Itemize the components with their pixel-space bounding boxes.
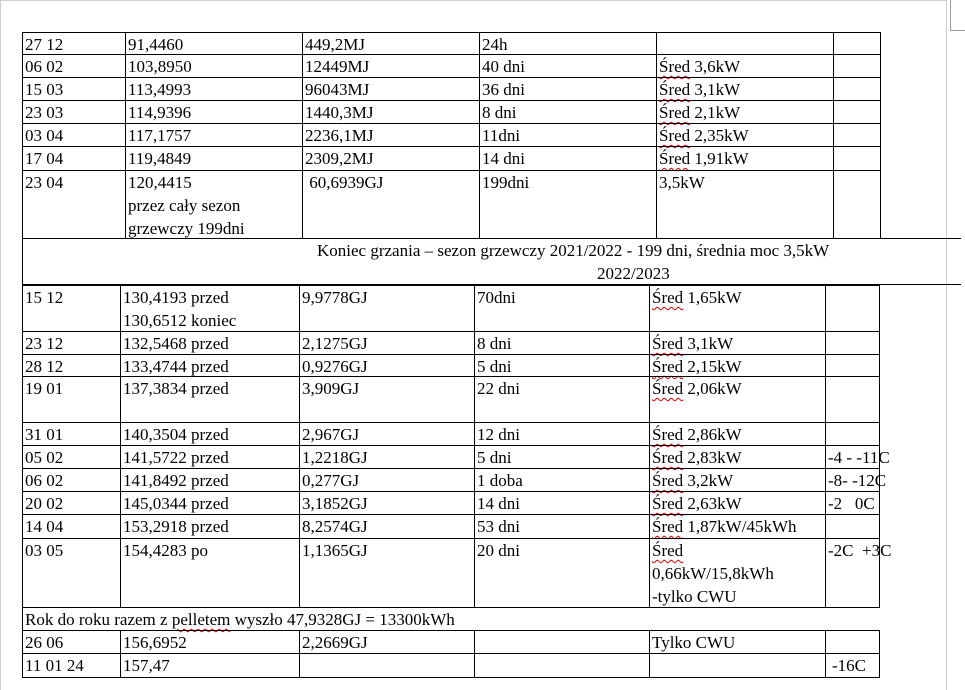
- t2-r6-temp: -4 - -11C: [825, 445, 880, 469]
- t2-r5-duration: 12 dni: [474, 422, 650, 446]
- t1-r3-extra: [833, 77, 881, 101]
- t1-r4-duration: 8 dni: [479, 100, 657, 124]
- t2-r5-energy: 2,967GJ: [299, 422, 475, 446]
- t2-r10-duration: 20 dni: [474, 538, 650, 608]
- t1-r6-date: 17 04: [22, 146, 126, 171]
- t2-r10-power-line2: 0,66kW/15,8kWh: [652, 564, 774, 583]
- t2-r10-temp: -2C +3C: [825, 538, 880, 608]
- t2-after1-temp: [825, 630, 880, 654]
- t1-r6-energy: 2309,2MJ: [302, 146, 480, 171]
- t2-after1-date: 26 06: [22, 630, 121, 654]
- t1-r6-power-word: Śred: [659, 149, 691, 168]
- t2-after2-energy: [299, 653, 475, 678]
- t2-r10-date: 03 05: [22, 538, 121, 608]
- t2-r1-date: 15 12: [22, 285, 121, 332]
- t2-after1-reading: 156,6952: [120, 630, 300, 654]
- t1-r5-extra: [833, 123, 881, 147]
- t1-r4-power-word: Śred: [659, 103, 691, 122]
- t2-r9-temp: [825, 514, 880, 539]
- t1-r4-extra: [833, 100, 881, 124]
- t1-r2-power: [656, 54, 834, 78]
- t2-r4-power: [649, 376, 826, 423]
- page-edge-left: [0, 0, 1, 690]
- t1-r5-energy: 2236,1MJ: [302, 123, 480, 147]
- t1-r5-date: 03 04: [22, 123, 126, 147]
- t1-r1-energy: 449,2MJ: [302, 32, 480, 55]
- t2-r7-duration: 1 doba: [474, 468, 650, 492]
- t2-r8-duration: 14 dni: [474, 491, 650, 515]
- t2-r7-energy: 0,277GJ: [299, 468, 475, 492]
- year-summary: [22, 607, 880, 631]
- t1-r6-extra: [833, 146, 881, 171]
- t2-r5-temp: [825, 422, 880, 446]
- season-end-banner: [22, 238, 961, 285]
- t1-r2-energy: 12449MJ: [302, 54, 480, 78]
- t2-after2-power: [649, 653, 826, 678]
- t1-r7-duration: 199dni: [479, 170, 657, 239]
- t2-r3-duration: 5 dni: [474, 354, 650, 377]
- t2-after2-temp: -16C: [825, 653, 880, 678]
- t2-r5-power-word: Śred: [652, 425, 684, 444]
- t2-r2-energy: 2,1275GJ: [299, 331, 475, 355]
- t1-r2-date: 06 02: [22, 54, 126, 78]
- t2-r1-duration: 70dni: [474, 285, 650, 332]
- t2-r5-power-value: 2,86kW: [683, 425, 742, 444]
- t1-r1-reading: 91,4460: [125, 32, 303, 55]
- t1-r2-reading: 103,8950: [125, 54, 303, 78]
- t2-r1-power: [649, 285, 826, 332]
- t1-r4-power: [656, 100, 834, 124]
- t2-r3-power: [649, 354, 826, 377]
- season-end-line1: Koniec grzania – sezon grzewczy 2021/2022 - 199 dni, średnia moc 3,5kW: [317, 241, 830, 260]
- t1-r3-date: 15 03: [22, 77, 126, 101]
- t2-r1-reading: [120, 285, 300, 332]
- t2-r1-power-word: Śred: [652, 288, 684, 307]
- t2-r2-temp: [825, 331, 880, 355]
- t2-r3-date: 28 12: [22, 354, 121, 377]
- t1-r3-power-word: Śred: [659, 80, 691, 99]
- t1-r7-power: 3,5kW: [656, 170, 834, 239]
- t2-r6-energy: 1,2218GJ: [299, 445, 475, 469]
- t2-r10-power-word: Śred: [652, 541, 684, 560]
- t2-r2-power-value: 3,1kW: [683, 334, 734, 353]
- t1-r7-reading-line1: 120,4415: [128, 173, 192, 192]
- t2-after2-reading: 157,47: [120, 653, 300, 678]
- t1-r4-power-value: 2,1kW: [690, 103, 741, 122]
- t1-r5-power: [656, 123, 834, 147]
- t2-r3-energy: 0,9276GJ: [299, 354, 475, 377]
- t2-r9-power-word: Śred: [652, 517, 684, 536]
- t1-r6-duration: 14 dni: [479, 146, 657, 171]
- t1-r3-reading: 113,4993: [125, 77, 303, 101]
- t2-after2-date: 11 01 24: [22, 653, 121, 678]
- t2-r9-duration: 53 dni: [474, 514, 650, 539]
- t2-r3-power-value: 2,15kW: [683, 357, 742, 376]
- t2-r8-power: [649, 491, 826, 515]
- t1-r2-power-word: Śred: [659, 57, 691, 76]
- t2-r5-date: 31 01: [22, 422, 121, 446]
- t1-r4-date: 23 03: [22, 100, 126, 124]
- t2-r4-reading: 137,3834 przed: [120, 376, 300, 423]
- t2-r3-temp: [825, 354, 880, 377]
- t2-r6-power-word: Śred: [652, 448, 684, 467]
- t1-r4-reading: 114,9396: [125, 100, 303, 124]
- t2-r7-date: 06 02: [22, 468, 121, 492]
- t2-r10-power: [649, 538, 826, 608]
- t1-r2-extra: [833, 54, 881, 78]
- t2-after1-duration: [474, 630, 650, 654]
- margin-mark-right: [950, 0, 951, 30]
- t1-r7-reading-line3: grzewczy 199dni: [128, 219, 245, 238]
- t2-r9-energy: 8,2574GJ: [299, 514, 475, 539]
- t1-r3-energy: 96043MJ: [302, 77, 480, 101]
- t2-r10-power-line3: -tylko CWU: [652, 587, 737, 606]
- t1-r5-power-value: 2,35kW: [690, 126, 749, 145]
- t2-r6-date: 05 02: [22, 445, 121, 469]
- t2-r4-temp: [825, 376, 880, 423]
- t2-r4-duration: 22 dni: [474, 376, 650, 423]
- t2-r8-energy: 3,1852GJ: [299, 491, 475, 515]
- t1-r3-power: [656, 77, 834, 101]
- t1-r2-duration: 40 dni: [479, 54, 657, 78]
- year-summary-prefix: Rok do roku razem z: [25, 610, 172, 629]
- t2-r9-power-value: 1,87kW/45kWh: [683, 517, 797, 536]
- t2-r2-date: 23 12: [22, 331, 121, 355]
- t2-r2-power-word: Śred: [652, 334, 684, 353]
- t2-r8-date: 20 02: [22, 491, 121, 515]
- t1-r6-power-value: 1,91kW: [690, 149, 749, 168]
- t2-r2-duration: 8 dni: [474, 331, 650, 355]
- t1-r5-duration: 11dni: [479, 123, 657, 147]
- t2-r9-date: 14 04: [22, 514, 121, 539]
- t2-r9-power: [649, 514, 826, 539]
- t2-r1-temp: [825, 285, 880, 332]
- t1-r7-energy: 60,6939GJ: [302, 170, 480, 239]
- t1-r6-reading: 119,4849: [125, 146, 303, 171]
- t1-r7-extra: [833, 170, 881, 239]
- t1-r3-duration: 36 dni: [479, 77, 657, 101]
- t2-r1-reading-line1: 130,4193 przed: [123, 288, 229, 307]
- t2-r7-temp: -8- -12C: [825, 468, 880, 492]
- t2-r4-date: 19 01: [22, 376, 121, 423]
- t2-r4-energy: 3,909GJ: [299, 376, 475, 423]
- margin-mark-right-tick: [950, 30, 965, 31]
- t2-r4-power-value: 2,06kW: [683, 379, 742, 398]
- t1-r6-power: [656, 146, 834, 171]
- t2-r7-power-word: Śred: [652, 471, 684, 490]
- t2-r6-power-value: 2,83kW: [683, 448, 742, 467]
- year-summary-pellet: pelletem: [171, 610, 231, 629]
- t2-r7-power-value: 3,2kW: [683, 471, 734, 490]
- t2-r6-reading: 141,5722 przed: [120, 445, 300, 469]
- t2-r8-power-value: 2,63kW: [683, 494, 742, 513]
- t2-r3-reading: 133,4744 przed: [120, 354, 300, 377]
- t2-r6-duration: 5 dni: [474, 445, 650, 469]
- year-summary-suffix: wyszło 47,9328GJ = 13300kWh: [230, 610, 455, 629]
- t2-r2-power: [649, 331, 826, 355]
- t2-r5-power: [649, 422, 826, 446]
- t1-r1-extra: [833, 32, 881, 55]
- t2-r6-power: [649, 445, 826, 469]
- t1-r2-power-value: 3,6kW: [690, 57, 741, 76]
- t1-r5-reading: 117,1757: [125, 123, 303, 147]
- season-end-line2: 2022/2023: [597, 264, 670, 283]
- t2-after2-duration: [474, 653, 650, 678]
- t1-r1-power: [656, 32, 834, 55]
- t1-r7-reading-line2: przez cały sezon: [128, 196, 241, 215]
- t2-r3-power-word: Śred: [652, 357, 684, 376]
- t2-r2-reading: 132,5468 przed: [120, 331, 300, 355]
- t1-r3-power-value: 3,1kW: [690, 80, 741, 99]
- page-edge-top: [0, 0, 946, 1]
- t2-r5-reading: 140,3504 przed: [120, 422, 300, 446]
- t2-r8-temp: -2 0C: [825, 491, 880, 515]
- t2-r8-reading: 145,0344 przed: [120, 491, 300, 515]
- t2-r1-energy: 9,9778GJ: [299, 285, 475, 332]
- t2-r1-reading-line2: 130,6512 koniec: [123, 311, 237, 330]
- t2-after1-energy: 2,2669GJ: [299, 630, 475, 654]
- t2-r10-energy: 1,1365GJ: [299, 538, 475, 608]
- t1-r7-reading: [125, 170, 303, 239]
- t2-r4-power-word: Śred: [652, 379, 684, 398]
- t2-r10-reading: 154,4283 po: [120, 538, 300, 608]
- page-edge-right: [946, 0, 947, 690]
- t2-after1-power: Tylko CWU: [649, 630, 826, 654]
- t2-r7-reading: 141,8492 przed: [120, 468, 300, 492]
- t1-r4-energy: 1440,3MJ: [302, 100, 480, 124]
- t1-r1-duration: 24h: [479, 32, 657, 55]
- t2-r7-power: [649, 468, 826, 492]
- t2-r1-power-value: 1,65kW: [683, 288, 742, 307]
- t1-r1-date: 27 12: [22, 32, 126, 55]
- t1-r5-power-word: Śred: [659, 126, 691, 145]
- t2-r9-reading: 153,2918 przed: [120, 514, 300, 539]
- t1-r7-date: 23 04: [22, 170, 126, 239]
- t2-r8-power-word: Śred: [652, 494, 684, 513]
